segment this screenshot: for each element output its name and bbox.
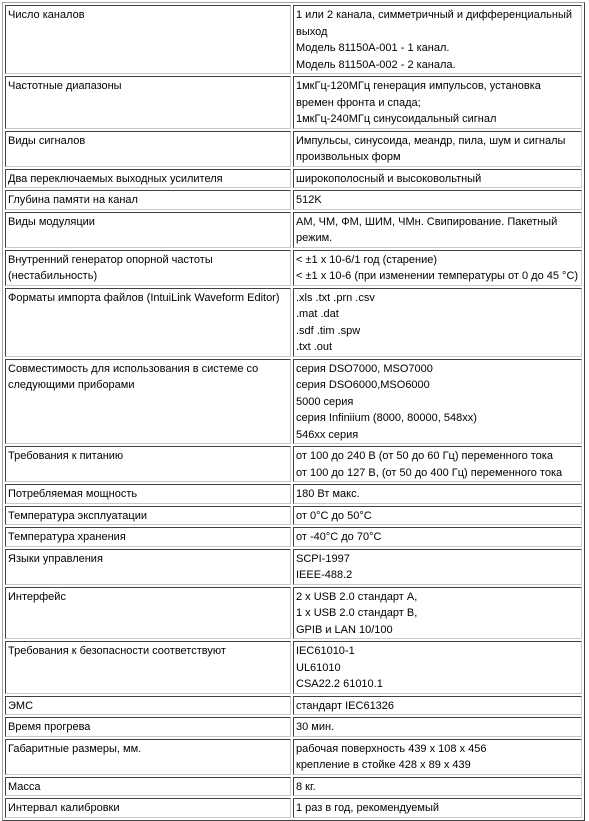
spec-parameter-cell: Виды сигналов	[5, 131, 291, 167]
spec-value-line: IEEE-488.2	[296, 569, 353, 581]
spec-value-line: 1мкГц-120МГц генерация импульсов, установка времен фронта и спада;	[296, 80, 541, 109]
table-row	[5, 5, 582, 74]
spec-value-cell	[293, 587, 582, 640]
spec-value-line: 8 кг.	[296, 780, 316, 793]
spec-value-cell	[293, 131, 582, 167]
table-row	[5, 484, 582, 504]
spec-value-cell	[293, 527, 582, 547]
spec-value-line: Импульсы, синусоида, меандр, пила, шум и сигналы произвольных форм	[296, 134, 566, 163]
spec-parameter-cell: Время прогрева	[5, 717, 291, 737]
specifications-table	[2, 2, 585, 821]
spec-value-line: широкополосный и высоковольтный	[296, 172, 482, 185]
table-row	[5, 798, 582, 818]
spec-value-line: Модель 81150A-001 - 1 канал.	[296, 42, 450, 54]
table-row	[5, 641, 582, 694]
spec-value-line: 180 Вт макс.	[296, 488, 360, 500]
spec-value-line: рабочая поверхность 439 x 108 x 456	[296, 742, 487, 755]
spec-value-line: UL61010	[296, 661, 341, 674]
spec-value-cell	[293, 359, 582, 445]
table-row	[5, 212, 582, 248]
spec-value-line: 546xx серия	[296, 428, 359, 441]
spec-value-cell	[293, 506, 582, 526]
table-row	[5, 696, 582, 716]
spec-parameter-cell: Масса	[5, 777, 291, 797]
spec-parameter-cell: Совместимость для использования в системе со следующими приборами	[5, 359, 291, 445]
spec-parameter-cell: Число каналов	[5, 5, 291, 74]
spec-value-cell	[293, 212, 582, 248]
spec-parameter-cell: Глубина памяти на канал	[5, 190, 291, 210]
spec-value-line: .txt .out	[296, 341, 333, 353]
table-row	[5, 131, 582, 167]
spec-value-line: < ±1 x 10-6 (при изменении температуры от 0 до 45 °C)	[296, 270, 579, 282]
spec-value-cell	[293, 288, 582, 357]
spec-value-cell	[293, 484, 582, 504]
spec-parameter-cell: Потребляемая мощность	[5, 484, 291, 504]
spec-parameter-cell: ЭМС	[5, 696, 291, 716]
spec-parameter-cell: Габаритные размеры, мм.	[5, 739, 291, 775]
specifications-table-body	[5, 5, 582, 818]
spec-value-line: 1мкГц-240МГц синусоидальный сигнал	[296, 113, 497, 125]
spec-parameter-cell: Требования к питанию	[5, 446, 291, 482]
table-row	[5, 190, 582, 210]
spec-value-line: серия DSO7000, MSO7000	[296, 362, 433, 375]
spec-value-line: 30 мин.	[296, 721, 335, 733]
spec-value-line: .mat .dat	[296, 308, 339, 320]
spec-value-line: IEC61010-1	[296, 645, 355, 657]
spec-value-cell	[293, 641, 582, 694]
spec-value-line: GPIB и LAN 10/100	[296, 623, 393, 636]
table-row	[5, 446, 582, 482]
spec-value-cell	[293, 717, 582, 737]
table-row	[5, 527, 582, 547]
table-row	[5, 717, 582, 737]
spec-value-cell	[293, 739, 582, 775]
spec-value-line: SCPI-1997	[296, 552, 350, 565]
spec-parameter-cell: Форматы импорта файлов (IntuiLink Waveform Editor)	[5, 288, 291, 357]
spec-value-line: .sdf .tim .spw	[296, 324, 361, 337]
spec-parameter-cell: Частотные диапазоны	[5, 76, 291, 129]
table-row	[5, 549, 582, 585]
spec-value-line: серия Infiniium (8000, 80000, 548xx)	[296, 412, 477, 424]
spec-parameter-cell: Требования к безопасности соответствуют	[5, 641, 291, 694]
spec-value-line: 1 x USB 2.0 стандарт В,	[296, 607, 418, 619]
table-row	[5, 739, 582, 775]
table-row	[5, 76, 582, 129]
spec-parameter-cell: Интервал калибровки	[5, 798, 291, 818]
spec-value-line: от 100 до 240 В (от 50 до 60 Гц) переменного тока	[296, 450, 553, 462]
spec-parameter-cell: Температура хранения	[5, 527, 291, 547]
spec-value-line: 2 x USB 2.0 стандарт А,	[296, 590, 418, 603]
spec-value-cell	[293, 798, 582, 818]
spec-value-line: 1 раз в год, рекомендуемый	[296, 802, 440, 814]
spec-value-cell	[293, 696, 582, 716]
spec-value-cell	[293, 169, 582, 189]
spec-value-cell	[293, 5, 582, 74]
spec-value-line: от 100 до 127 В, (от 50 до 400 Гц) переменного тока	[296, 466, 563, 479]
spec-value-line: CSA22.2 61010.1	[296, 678, 383, 690]
spec-value-line: от -40°С до 70°С	[296, 531, 382, 543]
spec-value-line: 512K	[296, 194, 322, 206]
table-row	[5, 506, 582, 526]
spec-value-cell	[293, 250, 582, 286]
spec-parameter-cell: Виды модуляции	[5, 212, 291, 248]
spec-value-line: < ±1 x 10-6/1 год (старение)	[296, 253, 438, 266]
spec-value-line: серия DSO6000,MSO6000	[296, 379, 430, 391]
spec-value-line: крепление в стойке 428 x 89 x 439	[296, 759, 471, 771]
spec-value-line: АМ, ЧМ, ФМ, ШИМ, ЧМн. Свипирование. Пакетный режим.	[296, 215, 558, 244]
table-row	[5, 587, 582, 640]
spec-value-line: от 0°С до 50°С	[296, 509, 372, 522]
spec-parameter-cell: Два переключаемых выходных усилителя	[5, 169, 291, 189]
spec-value-cell	[293, 190, 582, 210]
spec-value-cell	[293, 549, 582, 585]
table-row	[5, 777, 582, 797]
spec-value-cell	[293, 446, 582, 482]
spec-parameter-cell: Языки управления	[5, 549, 291, 585]
table-row	[5, 288, 582, 357]
table-row	[5, 169, 582, 189]
spec-parameter-cell: Интерфейс	[5, 587, 291, 640]
spec-value-line: .xls .txt .prn .csv	[296, 291, 375, 304]
spec-value-line: Модель 81150A-002 - 2 канала.	[296, 58, 456, 71]
table-row	[5, 250, 582, 286]
spec-value-line: 5000 серия	[296, 395, 354, 408]
spec-value-cell	[293, 777, 582, 797]
spec-value-cell	[293, 76, 582, 129]
spec-value-line: 1 или 2 канала, симметричный и дифференциальный выход	[296, 9, 572, 38]
spec-value-line: стандарт IEC61326	[296, 699, 395, 712]
spec-parameter-cell: Внутренний генератор опорной частоты (нестабильность)	[5, 250, 291, 286]
spec-parameter-cell: Температура эксплуатации	[5, 506, 291, 526]
table-row	[5, 359, 582, 445]
